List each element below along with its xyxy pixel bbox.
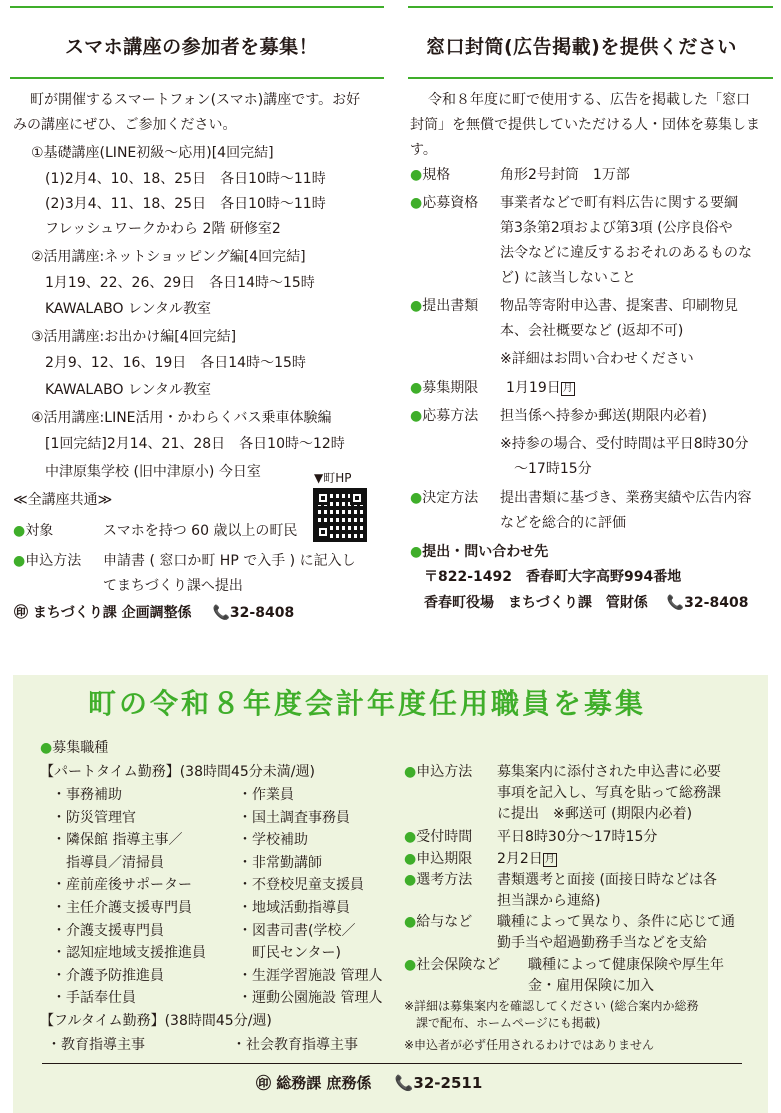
deadline-label-text: 申込期限: [416, 851, 473, 867]
salary-label: ●給与など: [404, 914, 473, 930]
job-item: ・防災管理官: [52, 809, 136, 826]
right-section-title: 窓口封筒(広告掲載)を提供ください: [426, 36, 737, 58]
right-intro-line1: 令和８年度に町で使用する、広告を掲載した「窓口: [428, 92, 750, 108]
job-item: ・国土調査事務員: [238, 809, 350, 826]
job-item: ・産前産後サポーター: [52, 877, 192, 894]
phone-icon: 📞: [212, 605, 230, 621]
hours-text: 平日8時30分～17時15分: [497, 829, 658, 845]
course2-dates: 1月19、22、26、29日 各日14時～15時: [45, 275, 315, 291]
bottom-contact: [256, 1076, 482, 1091]
qual-line1: 事業者などで町有料広告に関する要綱: [500, 195, 738, 211]
right-title-rule: [408, 77, 773, 79]
job-item: ・生涯学習施設 管理人: [238, 967, 383, 984]
types-label-text: 募集職種: [52, 740, 109, 756]
spec-label-text: 規格: [422, 167, 451, 183]
decision-label-text: 決定方法: [422, 490, 479, 506]
apply-label-text: 申込方法: [25, 553, 82, 569]
docs-note: ※詳細はお問い合わせください: [500, 351, 694, 367]
course2-location: KAWALABO レンタル教室: [45, 301, 212, 317]
job-item: ・隣保館 指導主事／: [52, 832, 183, 849]
contact-stamp-icon: ㊞: [14, 605, 28, 621]
job-item: ・不登校児童支援員: [238, 877, 364, 894]
full-time-job1: ・教育指導主事: [47, 1037, 145, 1053]
job-item: ・事務補助: [52, 787, 122, 803]
job-item: ・手話奉仕員: [52, 990, 136, 1007]
spec-text: 角形2号封筒 1万部: [500, 167, 630, 183]
selection-label: ●選考方法: [404, 872, 473, 888]
period-text: [506, 381, 575, 396]
docs-label: ●提出書類: [410, 298, 479, 314]
period-label-text: 募集期限: [422, 380, 479, 396]
deadline-text: [497, 852, 557, 867]
insurance-label-text: 社会保険など: [416, 957, 501, 973]
hours-label: ●受付時間: [404, 829, 473, 845]
inquiry-office-text: 香春町役場 まちづくり課 管財係: [424, 595, 648, 611]
course2-title: ②活用講座:ネットショッピング編[4回完結]: [31, 249, 306, 265]
b-apply-line2: 事項を記入し、写真を貼って総務課: [497, 785, 721, 801]
full-time-job2: ・社会教育指導主事: [232, 1037, 358, 1053]
course3-dates: 2月9、12、16、19日 各日14時～15時: [45, 355, 306, 371]
inquiry-label-text: 提出・問い合わせ先: [422, 544, 549, 560]
apply-line2: てまちづくり課へ提出: [103, 578, 243, 594]
part-time-label: 【パートタイム勤務】(38時間45分未満/週): [40, 764, 315, 780]
job-item: 指導員／清掃員: [52, 854, 164, 871]
insurance-line1: 職種によって健康保険や厚生年: [528, 957, 724, 973]
left-top-rule: [10, 6, 384, 8]
left-title-rule: [10, 77, 384, 79]
job-item: ・運動公園施設 管理人: [238, 990, 383, 1007]
deadline-date: 2月2日: [497, 851, 543, 867]
target-label-text: 対象: [25, 523, 54, 539]
job-item: ・学校補助: [238, 832, 308, 849]
course1-title: ①基礎講座(LINE初級～応用)[4回完結]: [31, 145, 274, 161]
qual-line2: 第3条第2項および第3項 (公序良俗や: [500, 220, 733, 236]
method-label-text: 応募方法: [422, 408, 479, 424]
apply-label: ●申込方法: [13, 553, 82, 569]
left-phone[interactable]: 32-8408: [229, 605, 295, 621]
left-contact: [14, 606, 294, 620]
salary-label-text: 給与など: [416, 914, 473, 930]
job-item: ・主任介護支援専門員: [52, 900, 192, 916]
job-item: ・介護予防推進員: [52, 967, 164, 984]
job-item: ・図書司書(学校／: [238, 922, 356, 939]
right-intro-line3: す。: [410, 142, 437, 158]
b-apply-label: ●申込方法: [404, 764, 473, 780]
selection-line1: 書類選考と面接 (面接日時などは各: [497, 872, 717, 888]
salary-line2: 勤手当や超過勤務手当などを支給: [497, 935, 707, 951]
course3-location: KAWALABO レンタル教室: [45, 382, 212, 398]
panel-divider: [42, 1063, 742, 1064]
method-label: ●応募方法: [410, 408, 479, 424]
course4-dates: [1回完結]2月14、21、28日 各日10時～12時: [45, 436, 345, 452]
selection-label-text: 選考方法: [416, 872, 473, 888]
recruitment-title: 町の令和８年度会計年度任用職員を募集: [88, 687, 647, 720]
inquiry-label: ●提出・問い合わせ先: [410, 544, 549, 560]
qr-label: ▼町HP: [314, 471, 352, 485]
insurance-label: ●社会保険など: [404, 957, 501, 973]
insurance-line2: 金・雇用保険に加入: [528, 978, 654, 994]
salary-line1: 職種によって異なり、条件に応じて通: [497, 914, 735, 930]
right-intro-line2: 封筒」を無償で提供していただける人・団体を募集しま: [410, 117, 760, 133]
course3-title: ③活用講座:お出かけ編[4回完結]: [31, 329, 237, 345]
inquiry-office: [424, 596, 748, 610]
types-label: ●募集職種: [40, 740, 109, 756]
left-intro-line2: みの講座にぜひ、ご参加ください。: [13, 117, 237, 133]
job-item: 町民センター): [238, 945, 341, 962]
docs-line1: 物品等寄附申込書、提案書、印刷物見: [500, 298, 738, 314]
course1-line1: (1)2月4、10、18、25日 各日10時～11時: [45, 171, 326, 187]
job-item: ・認知症地域支援推進員: [52, 945, 206, 962]
job-item: ・作業員: [238, 787, 294, 803]
target-text: スマホを持つ 60 歳以上の町民: [103, 523, 298, 539]
method-line3: ～17時15分: [514, 461, 592, 477]
bottom-phone[interactable]: 32-2511: [413, 1074, 483, 1092]
b-apply-line3: に提出 ※郵送可 (期限内必着): [497, 806, 693, 822]
decision-line1: 提出書類に基づき、業務実績や広告内容: [500, 490, 752, 506]
right-top-rule: [408, 6, 773, 8]
left-section-title: スマホ講座の参加者を募集！: [65, 36, 319, 58]
all-courses-common: ≪全講座共通≫: [13, 492, 113, 508]
period-date: 1月19日: [506, 380, 561, 396]
target-label: ●対象: [13, 523, 54, 539]
course4-location: 中津原集学校 (旧中津原小) 今日室: [45, 464, 261, 480]
apply-line1: 申請書 ( 窓口か町 HP で入手 ) に記入し: [103, 553, 356, 569]
docs-label-text: 提出書類: [422, 298, 479, 314]
qual-label: ●応募資格: [410, 195, 479, 211]
job-item: ・非常勤講師: [238, 854, 322, 871]
decision-label: ●決定方法: [410, 490, 479, 506]
qr-code-icon[interactable]: [313, 488, 367, 542]
method-line2: ※持参の場合、受付時間は平日8時30分: [500, 436, 749, 452]
docs-line2: 本、会社概要など (返却不可): [500, 323, 684, 339]
period-label: ●募集期限: [410, 380, 479, 396]
full-time-label: 【フルタイム勤務】(38時間45分/週): [40, 1013, 272, 1029]
note2: ※申込者が必ず任用されるわけではありません: [404, 1038, 655, 1052]
note1-line1: ※詳細は募集案内を確認してください (総合案内か総務: [404, 999, 699, 1013]
phone-icon: 📞: [666, 595, 685, 611]
selection-line2: 担当課から連絡): [497, 893, 601, 909]
left-contact-text: まちづくり課 企画調整係: [32, 605, 192, 621]
qual-label-text: 応募資格: [422, 195, 479, 211]
course4-title: ④活用講座:LINE活用・かわらくバス乗車体験編: [31, 410, 332, 426]
job-item: ・地域活動指導員: [238, 900, 350, 916]
period-weekday: 月: [562, 383, 573, 394]
left-intro-line1: 町が開催するスマートフォン(スマホ)講座です。お好: [30, 92, 361, 108]
b-apply-label-text: 申込方法: [416, 764, 473, 780]
bottom-contact-text: 総務課 庶務係: [276, 1074, 372, 1092]
job-item: ・介護支援専門員: [52, 922, 164, 939]
hours-label-text: 受付時間: [416, 829, 473, 845]
inquiry-address: 〒822-1492 香春町大字高野994番地: [424, 569, 682, 585]
right-phone[interactable]: 32-8408: [684, 595, 749, 611]
qual-line3: 法令などに違反するおそれのあるものな: [500, 245, 752, 261]
spec-label: ●規格: [410, 167, 451, 183]
method-line1: 担当係へ持参か郵送(期限内必着): [500, 408, 707, 424]
contact-stamp-icon: ㊞: [256, 1074, 272, 1092]
deadline-weekday: 月: [544, 854, 555, 865]
qual-line4: ど) に該当しないこと: [500, 270, 636, 286]
note1-line2: 課で配布、ホームページにも掲載): [404, 1016, 601, 1030]
b-apply-line1: 募集案内に添付された申込書に必要: [497, 764, 721, 780]
course1-location: フレッシュワークかわら 2階 研修室2: [45, 221, 281, 237]
decision-line2: などを総合的に評価: [500, 515, 626, 531]
deadline-label: ●申込期限: [404, 851, 473, 867]
course1-line2: (2)3月4、11、18、25日 各日10時～11時: [45, 196, 326, 212]
phone-icon: 📞: [394, 1074, 414, 1092]
